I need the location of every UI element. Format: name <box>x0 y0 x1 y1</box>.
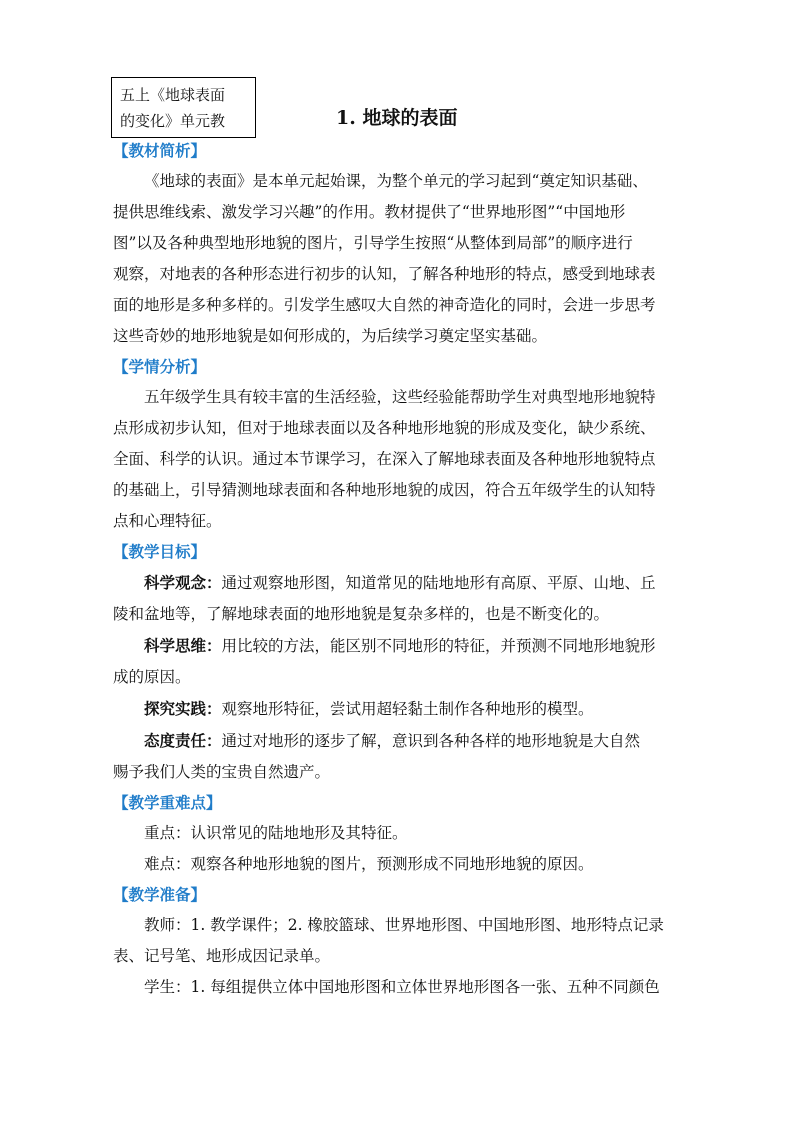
text-line: 观察，对地表的各种形态进行初步的认知，了解各种地形的特点，感受到地球表 <box>113 265 656 283</box>
goal-label: 科学观念： <box>144 573 222 592</box>
text-line: 学生：1. 每组提供立体中国地形图和立体世界地形图各一张、五种不同颜色 <box>144 978 660 996</box>
text-line: 面的地形是多种多样的。引发学生感叹大自然的神奇造化的同时，会进一步思考 <box>113 296 656 314</box>
text-line: 这些奇妙的地形地貌是如何形成的，为后续学习奠定坚实基础。 <box>113 327 548 345</box>
text-line: 的基础上，引导猜测地球表面和各种地形地貌的成因，符合五年级学生的认知特 <box>113 481 656 499</box>
text-line: 点和心理特征。 <box>113 512 222 530</box>
goal-text: 通过观察地形图，知道常见的陆地地形有高原、平原、山地、丘 <box>221 574 656 592</box>
section-heading-key-difficult-points: 【教学重难点】 <box>113 794 222 812</box>
text-line <box>113 567 683 599</box>
text-line: 成的原因。 <box>113 668 191 686</box>
goal-science-thinking <box>113 630 683 693</box>
text-line: 表、记号笔、地形成因记录单。 <box>113 947 331 965</box>
text-line: 全面、科学的认识。通过本节课学习，在深入了解地球表面及各种地形地貌特点 <box>113 450 656 468</box>
text-line: 难点：观察各种地形地貌的图片，预测形成不同地形地貌的原因。 <box>144 855 594 873</box>
text-line: 点形成初步认知，但对于地球表面以及各种地形地貌的形成及变化，缺少系统、 <box>113 419 656 437</box>
text-line <box>113 725 683 757</box>
text-line: 陵和盆地等，了解地球表面的地形地貌是复杂多样的，也是不断变化的。 <box>113 605 610 623</box>
unit-tag-box <box>111 77 256 138</box>
student-preparation <box>113 972 683 1003</box>
goal-text: 用比较的方法，能区别不同地形的特征，并预测不同地形地貌形 <box>221 637 656 655</box>
student-analysis-paragraph <box>113 382 683 537</box>
section-heading-teaching-goals: 【教学目标】 <box>113 543 207 561</box>
goal-label: 探究实践： <box>144 699 222 718</box>
section-heading-textbook-analysis: 【教材简析】 <box>113 142 207 160</box>
goal-text: 通过对地形的逐步了解，意识到各种各样的地形地貌是大自然 <box>221 732 641 750</box>
unit-tag-line-2: 的变化》单元教 <box>120 112 226 130</box>
text-line: 《地球的表面》是本单元起始课，为整个单元的学习起到“奠定知识基础、 <box>144 172 648 190</box>
goal-science-concept <box>113 567 683 630</box>
goal-text: 观察地形特征，尝试用超轻黏土制作各种地形的模型。 <box>221 700 594 718</box>
difficult-point <box>113 849 683 880</box>
text-line <box>113 630 683 662</box>
key-point <box>113 818 683 849</box>
textbook-analysis-paragraph <box>113 166 683 352</box>
text-line: 重点：认识常见的陆地地形及其特征。 <box>144 824 408 842</box>
goal-label: 态度责任： <box>144 731 222 750</box>
text-line <box>113 693 683 725</box>
text-line: 赐予我们人类的宝贵自然遗产。 <box>113 763 331 781</box>
goal-label: 科学思维： <box>144 636 222 655</box>
goal-inquiry-practice <box>113 693 683 725</box>
unit-tag-line-1: 五上《地球表面 <box>120 86 226 104</box>
text-line: 五年级学生具有较丰富的生活经验，这些经验能帮助学生对典型地形地貌特 <box>144 388 656 406</box>
text-line: 教师：1. 教学课件；2. 橡胶篮球、世界地形图、中国地形图、地形特点记录 <box>144 916 664 934</box>
section-heading-student-analysis: 【学情分析】 <box>113 358 207 376</box>
goal-attitude-responsibility <box>113 725 683 788</box>
section-heading-teaching-preparation: 【教学准备】 <box>113 886 207 904</box>
document-body <box>113 136 683 1003</box>
teacher-preparation <box>113 910 683 972</box>
page-title: 1. 地球的表面 <box>336 107 458 129</box>
text-line: 提供思维线索、激发学习兴趣”的作用。教材提供了“世界地形图”“中国地形 <box>113 203 626 221</box>
text-line: 图”以及各种典型地形地貌的图片，引导学生按照“从整体到局部”的顺序进行 <box>113 234 633 252</box>
